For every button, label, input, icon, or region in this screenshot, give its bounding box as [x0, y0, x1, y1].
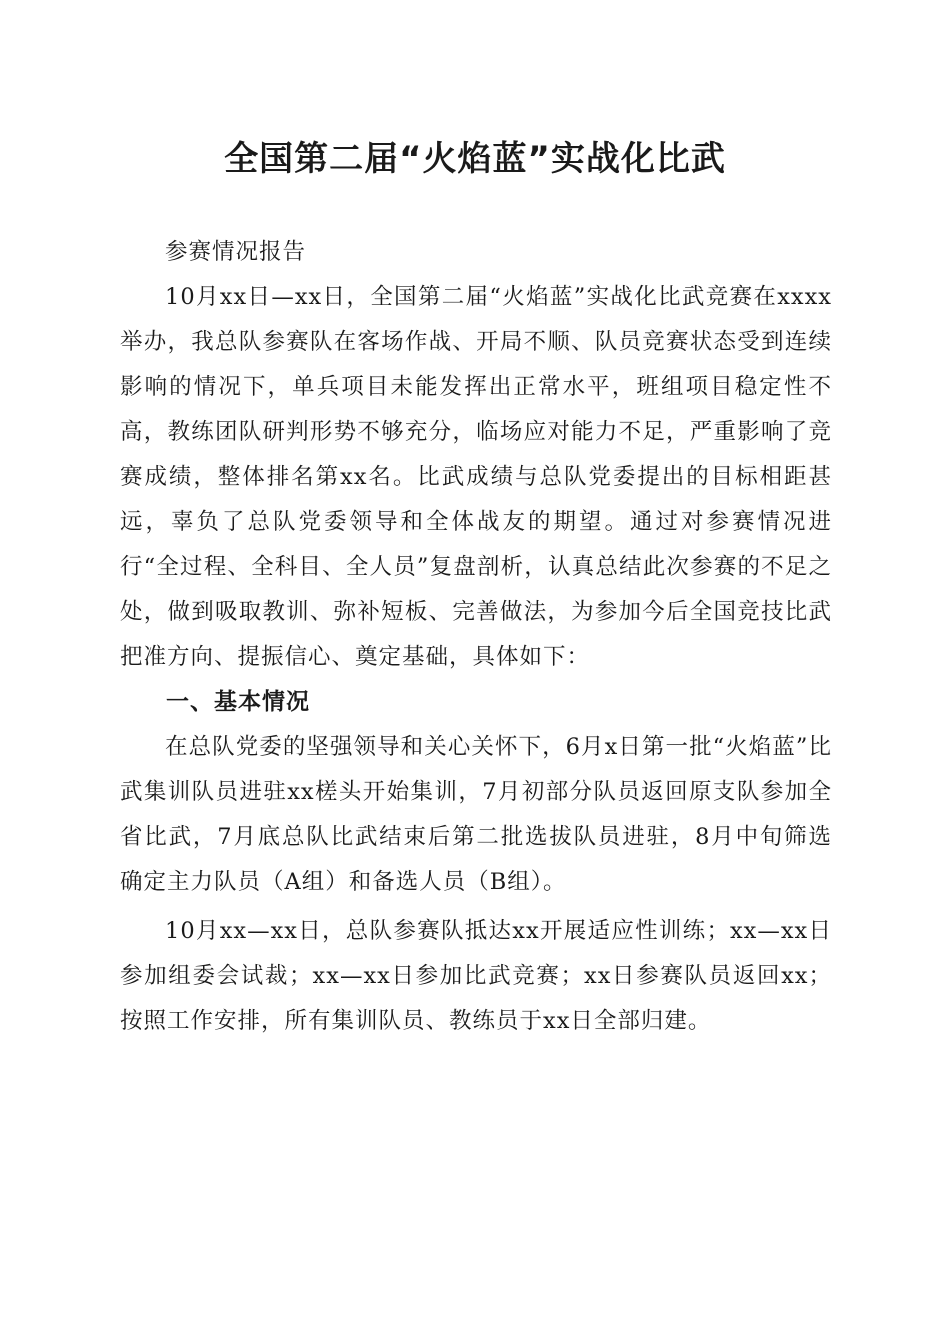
intro-paragraph: 10月xx日—xx日，全国第二届“火焰蓝”实战化比武竞赛在xxxx举办，我总队参赛队在客场作战、开局不顺、队员竞赛状态受到连续影响的情况下，单兵项目未能发挥出正常水平，班组项目稳定性不高，教练团队研判形势不够充分，临场应对能力不足，严重影响了竞赛成绩，整体排名第xx名。比武成绩与总队党委提出的目标相距甚远，辜负了总队党委领导和全体战友的期望。通过对参赛情况进行“全过程、全科目、全人员”复盘剖析，认真总结此次参赛的不足之处，做到吸取教训、弥补短板、完善做法，为参加今后全国竞技比武把准方向、提振信心、奠定基础，具体如下：: [120, 284, 832, 670]
report-subtitle: 参赛情况报告: [165, 239, 307, 265]
section1-paragraph-2: 10月xx—xx日，总队参赛队抵达xx开展适应性训练；xx—xx日参加组委会试裁；xx—xx日参加比武竞赛；xx日参赛队员返回xx；按照工作安排，所有集训队员、教练员于xx日全部归建。: [120, 918, 832, 1034]
document-title: 全国第二届“火焰蓝”实战化比武: [224, 139, 726, 179]
document-body: [120, 230, 832, 1044]
section1-paragraph-1: 在总队党委的坚强领导和关心关怀下，6月x日第一批“火焰蓝”比武集训队员进驻xx槎头开始集训，7月初部分队员返回原支队参加全省比武，7月底总队比武结束后第二批选拔队员进驻，8月中旬筛选确定主力队员（A组）和备选人员（B组）。: [120, 734, 832, 895]
section-heading-basic-situation: 一、基本情况: [166, 689, 310, 715]
